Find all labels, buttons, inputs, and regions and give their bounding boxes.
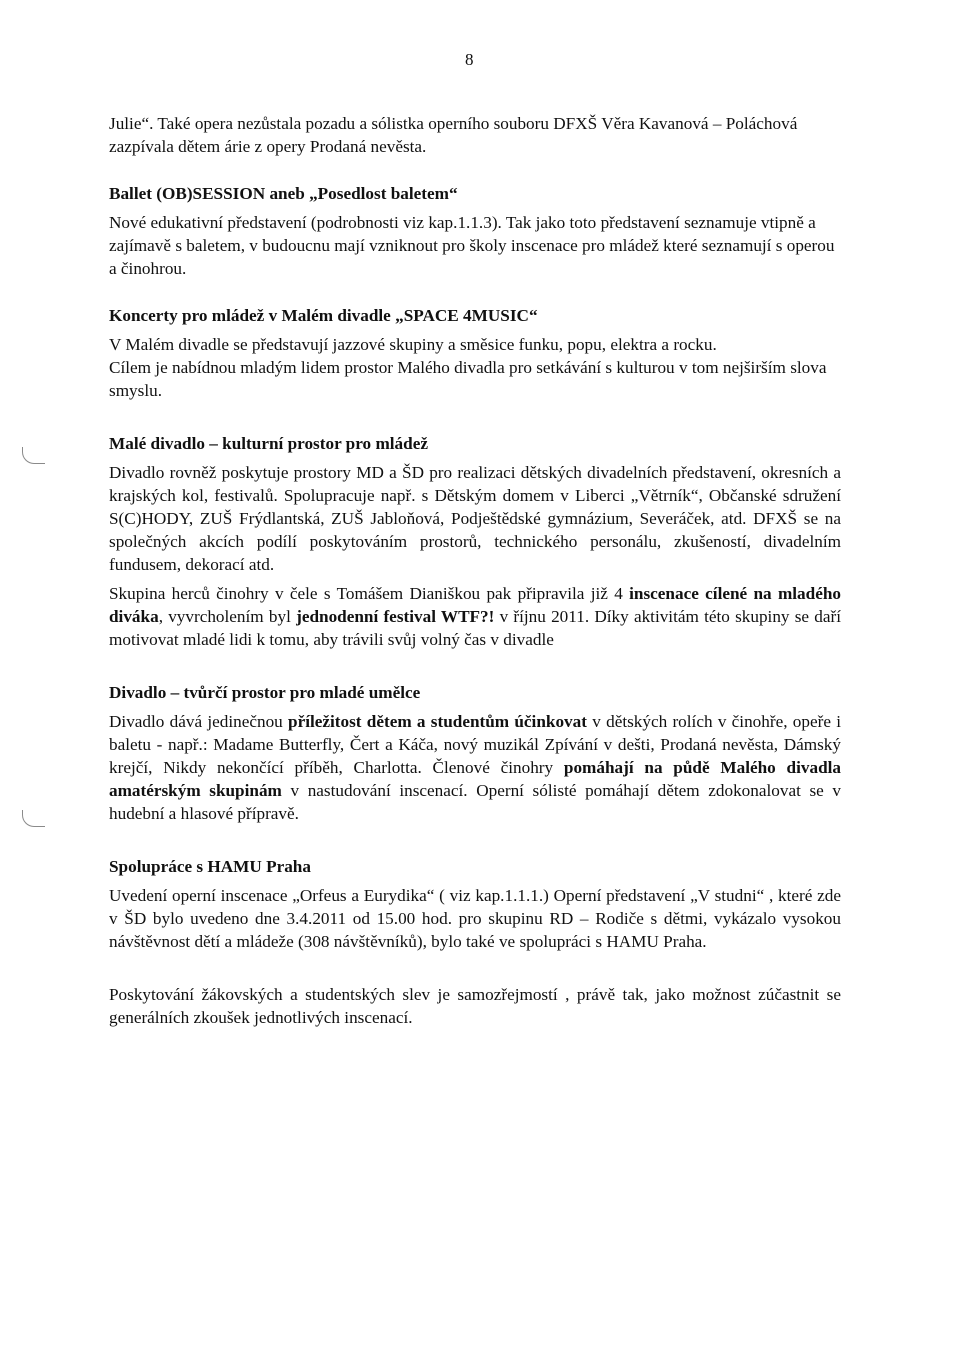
male-divadlo-paragraph-2	[109, 582, 841, 651]
punch-hole-mark	[22, 810, 45, 827]
text-run: v říjnu 2011. Díky aktivitám této skupiny se daří motivovat mladé lidi k tomu, aby trávili svůj volný čas v divadle	[109, 607, 842, 649]
section-heading-male-divadlo: Malé divadlo – kulturní prostor pro mládež	[109, 434, 428, 453]
text-run: v dětských rolích v činohře, opeře i baletu - např.: Madame Butterfly, Čert a Káča, nový muzikál Zpívání v dešti, Prodaná nevěsta, Dámský krejčí, Nikdy nekončící příběh, Charlotta. Členové činohry	[109, 712, 841, 777]
space-4music-text-2: Cílem je nabídnou mladým lidem prostor Malého divadla pro setkávání s kulturou v tom nejširším slova smyslu.	[109, 358, 827, 400]
text-run: v nastudování inscenací. Operní sólisté pomáhají dětem zdokonalovat se v hudební a hlasové přípravě.	[109, 781, 841, 823]
intro-paragraph: Julie“. Také opera nezůstala pozadu a sólistka operního souboru DFXŠ Věra Kavanová – Poláchová zazpívala dětem árie z opery Prodaná nevěsta.	[109, 114, 798, 156]
emphasis-text: pomáhají na půdě Malého divadla amatérským skupinám	[109, 758, 841, 800]
section-heading-ballet-obsession: Ballet (OB)SESSION aneb „Posedlost baletem“	[109, 184, 458, 203]
punch-hole-mark	[22, 447, 45, 464]
emphasis-text: inscenace cílené na mladého diváka	[109, 584, 841, 626]
section-heading-hamu: Spolupráce s HAMU Praha	[109, 857, 311, 876]
page-content	[109, 112, 841, 1029]
ballet-obsession-text: Nové edukativní představení (podrobnosti viz kap.1.1.3). Tak jako toto představení seznamuje vtipně a zajímavě s baletem, v budoucnu mají vzniknout pro školy inscenace pro mládež které seznamují s operou a činohrou.	[109, 213, 835, 278]
tvurci-prostor-paragraph	[109, 710, 841, 825]
emphasis-text: příležitost dětem a studentům účinkovat	[288, 712, 587, 731]
emphasis-text: jednodenní festival WTF?!	[296, 607, 495, 626]
text-run: Divadlo dává jedinečnou	[109, 712, 289, 731]
space-4music-text-1: V Malém divadle se představují jazzové skupiny a směsice funku, popu, elektra a rocku.	[109, 335, 717, 354]
closing-paragraph: Poskytování žákovských a studentských slev je samozřejmostí , právě tak, jako možnost zúčastnit se generálních zkoušek jednotlivých inscenací.	[109, 985, 841, 1027]
section-heading-space-4music: Koncerty pro mládež v Malém divadle „SPACE 4MUSIC“	[109, 306, 538, 325]
page-number: 8	[465, 50, 474, 69]
hamu-paragraph: Uvedení operní inscenace „Orfeus a Eurydika“ ( viz kap.1.1.1.) Operní představení „V studni“ , které zde v ŠD bylo uvedeno dne 3.4.2011 od 15.00 hod. pro skupinu RD – Rodiče s dětmi, vykázalo vysokou návštěvnost dětí a mládeže (308 návštěvníků), bylo také ve spolupráci s HAMU Praha.	[109, 886, 841, 951]
text-run: Skupina herců činohry v čele s Tomášem Dianiškou pak připravila již 4	[109, 584, 630, 603]
male-divadlo-paragraph-1: Divadlo rovněž poskytuje prostory MD a ŠD pro realizaci dětských divadelních představení, okresních a krajských kol, festivalů. Spolupracuje např. s Dětským domem v Liberci „Větrník“, Občanské sdružení S(C)HODY, ZUŠ Frýdlantská, ZUŠ Jabloňová, Podještědské gymnázium, Severáček, atd. DFXŠ se na společných akcích podílí poskytováním prostorů, technického personálu, zkušeností, divadelním fundusem, dekorací atd.	[109, 463, 841, 574]
section-heading-tvurci-prostor: Divadlo – tvůrčí prostor pro mladé umělce	[109, 683, 421, 702]
text-run: , vyvrcholením byl	[158, 607, 297, 626]
